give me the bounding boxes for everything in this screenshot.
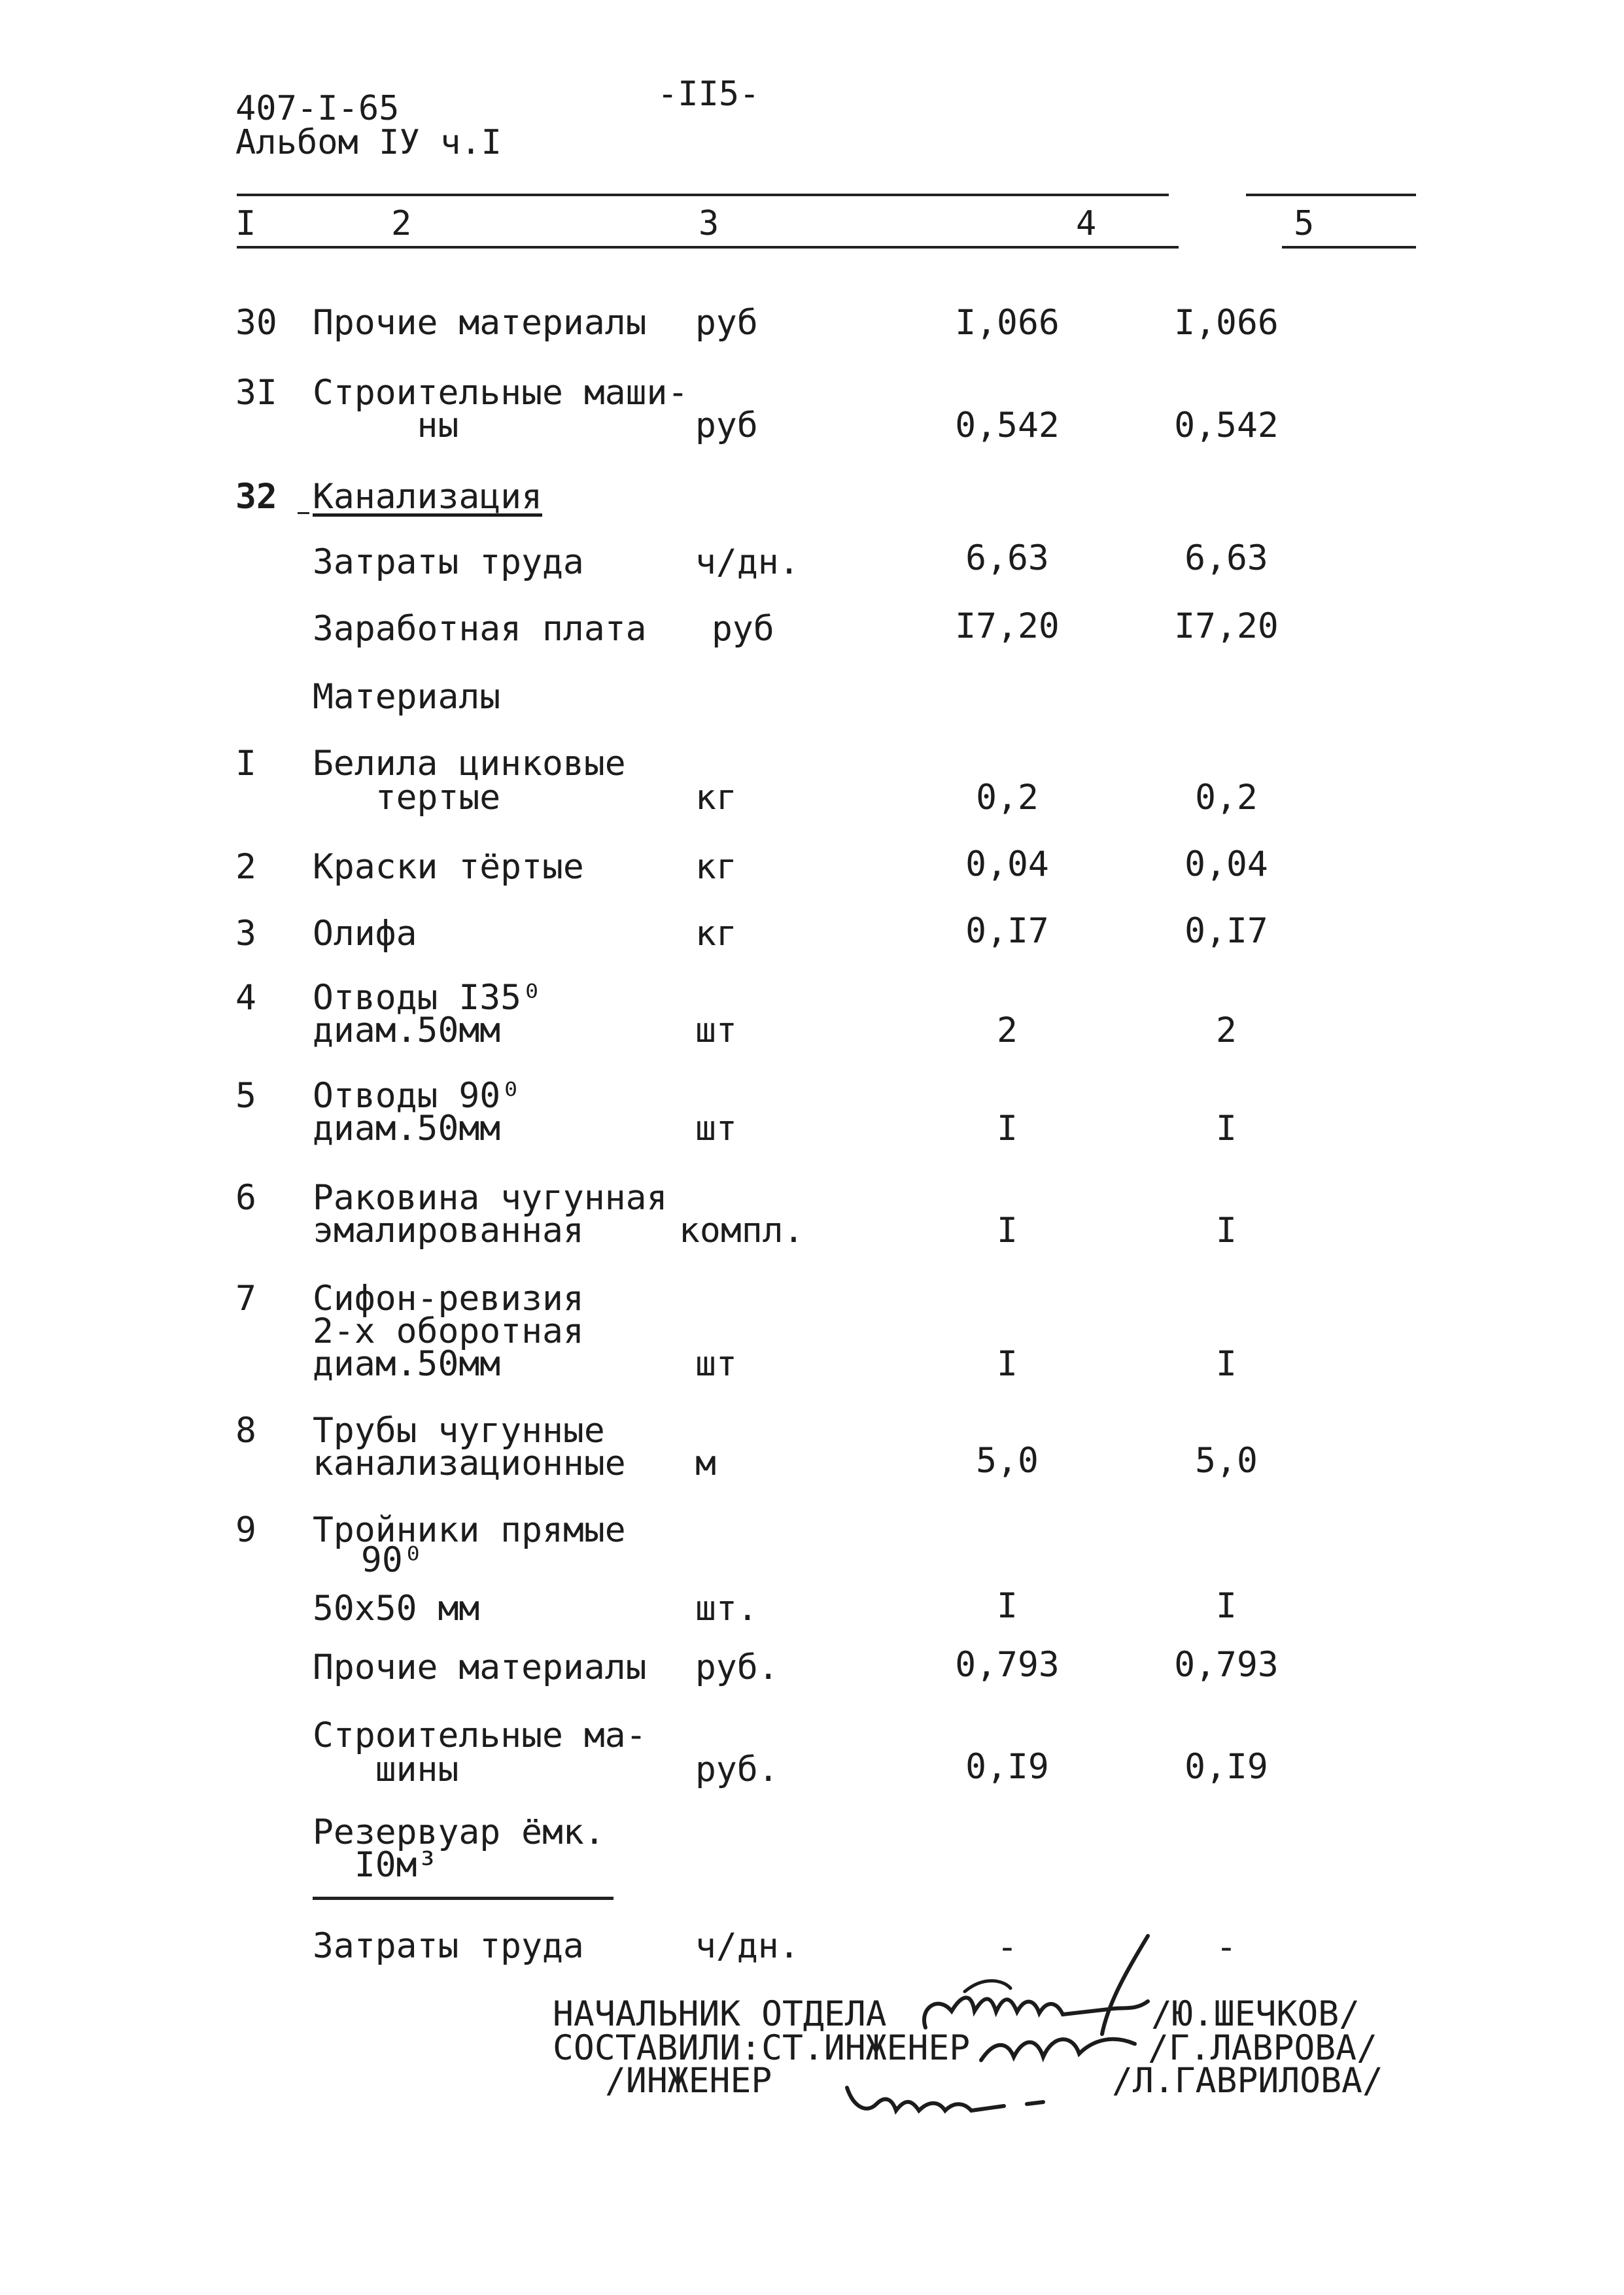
row-name-cont: 2-х оборотная [313,1311,584,1351]
row-name-cont: эмалированная [313,1211,584,1251]
row-name: Строительные маши- [313,373,689,413]
row-col5: 5,0 [1195,1441,1258,1481]
row-unit: руб [695,303,758,343]
subsection-title: Материалы [313,677,501,717]
row-col5: I [1216,1586,1237,1626]
row-name: Резервуар ёмк. [313,1812,605,1852]
section-title-dash [298,512,309,514]
row-name-cont: диам.50мм [313,1344,501,1384]
column-header-5: 5 [1294,204,1315,243]
header-rule-top [237,194,1169,196]
row-col4: I [997,1109,1018,1148]
subsection-underline [313,1897,613,1900]
row-col5: 0,793 [1174,1645,1279,1685]
row-col5: 2 [1216,1010,1237,1050]
signer-name-head: /Ю.ШЕЧКОВ/ [1151,1994,1360,2034]
row-number: 9 [235,1510,256,1550]
row-number: 5 [235,1076,256,1116]
row-name-cont: 90⁰ [340,1540,424,1580]
row-number: 3I [235,373,277,413]
row-name: 50х50 мм [313,1589,480,1629]
row-col4: I [997,1211,1018,1251]
column-header-2: 2 [391,204,412,243]
row-unit: ч/дн. [695,542,800,582]
signer-role-senior: СОСТАВИЛИ:СТ.ИНЖЕНЕР [553,2028,971,2068]
column-header-3: 3 [699,204,719,243]
row-col4: 0,04 [965,844,1049,884]
row-col5: I [1216,1109,1237,1148]
signer-name-engineer: /Л.ГАВРИЛОВА/ [1112,2061,1383,2101]
row-col4: 2 [997,1010,1018,1050]
row-col4: 0,793 [955,1645,1060,1685]
row-col5: I7,20 [1174,606,1279,646]
row-col4: - [997,1927,1018,1967]
row-name-cont: канализационные [313,1443,626,1483]
row-name-cont: диам.50мм [313,1109,501,1148]
row-number: 32 [235,477,277,517]
row-unit: руб. [695,1648,779,1687]
row-name: Заработная плата [313,609,647,649]
row-col4: I [997,1344,1018,1384]
row-col4: I [997,1586,1018,1626]
row-name: Раковина чугунная [313,1178,668,1218]
header-rule-bottom [237,246,1179,249]
row-col5: 0,04 [1184,844,1268,884]
row-col5: 0,2 [1195,778,1258,818]
row-name: Тройники прямые [313,1510,626,1550]
row-name: Отводы I35⁰ [313,978,542,1018]
row-col5: 0,I7 [1184,911,1268,951]
row-name: Олифа [313,914,417,954]
row-number: 6 [235,1178,256,1218]
row-col5: 6,63 [1184,538,1268,578]
row-col4: 0,2 [976,778,1039,818]
row-number: 30 [235,303,277,343]
row-unit: руб. [695,1750,779,1789]
row-unit: шт [695,1344,737,1384]
row-name-cont: шины [313,1750,459,1789]
row-name-cont: I0м³ [313,1845,438,1885]
row-col5: I [1216,1344,1237,1384]
signer-role-engineer: /ИНЖЕНЕР [605,2061,772,2101]
row-unit: ч/дн. [695,1926,800,1966]
row-name: Строительные ма- [313,1716,647,1755]
row-col4: 0,542 [955,406,1060,445]
row-col5: I,066 [1174,303,1279,343]
row-unit: шт [695,1109,737,1148]
row-col4: 0,I7 [965,911,1049,951]
row-name: Отводы 90⁰ [313,1076,522,1116]
row-name: Трубы чугунные [313,1411,605,1451]
row-name: Краски тёртые [313,847,584,887]
column-header-4: 4 [1076,204,1097,243]
row-unit: кг [695,914,737,954]
row-name: Белила цинковые [313,744,626,784]
row-number: 8 [235,1411,256,1451]
row-col4: 0,I9 [965,1747,1049,1787]
row-number: I [235,744,256,784]
row-unit: м [695,1443,716,1483]
section-title: Канализация [313,477,542,517]
row-name-cont: ны [313,406,459,445]
row-col5: - [1216,1927,1237,1967]
album-label: Альбом IУ ч.I [235,123,502,162]
column-header-1: I [235,204,256,243]
row-name-cont: тертые [313,778,501,818]
handwritten-signature-senior [975,2021,1145,2073]
header-rule-bottom-right [1282,246,1416,249]
row-number: 7 [235,1279,256,1319]
row-name: Затраты труда [313,1926,584,1966]
row-number: 4 [235,978,256,1018]
signer-name-senior: /Г.ЛАВРОВА/ [1148,2028,1377,2068]
row-number: 2 [235,847,256,887]
document-code: 407-I-65 [235,89,400,128]
row-col4: I,066 [955,303,1060,343]
row-col5: 0,542 [1174,406,1279,445]
row-name-cont: диам.50мм [313,1010,501,1050]
row-unit: компл. [679,1211,804,1251]
row-name: Сифон-ревизия [313,1279,584,1319]
row-name: Затраты труда [313,542,584,582]
signer-role-head: НАЧАЛЬНИК ОТДЕЛА [553,1994,887,2034]
row-unit: руб [695,406,758,445]
row-col5: I [1216,1211,1237,1251]
row-col4: I7,20 [955,606,1060,646]
row-col4: 6,63 [965,538,1049,578]
row-col4: 5,0 [976,1441,1039,1481]
row-col5: 0,I9 [1184,1747,1268,1787]
row-number: 3 [235,914,256,954]
row-unit: шт. [695,1589,758,1629]
row-unit: руб [712,609,774,649]
row-unit: шт [695,1010,737,1050]
row-name: Прочие материалы [313,303,647,343]
handwritten-signature-engineer [840,2075,1089,2120]
row-name: Прочие материалы [313,1648,647,1687]
row-unit: кг [695,778,737,818]
row-unit: кг [695,847,737,887]
header-rule-top-right [1246,194,1416,196]
page-number: -II5- [657,75,760,114]
